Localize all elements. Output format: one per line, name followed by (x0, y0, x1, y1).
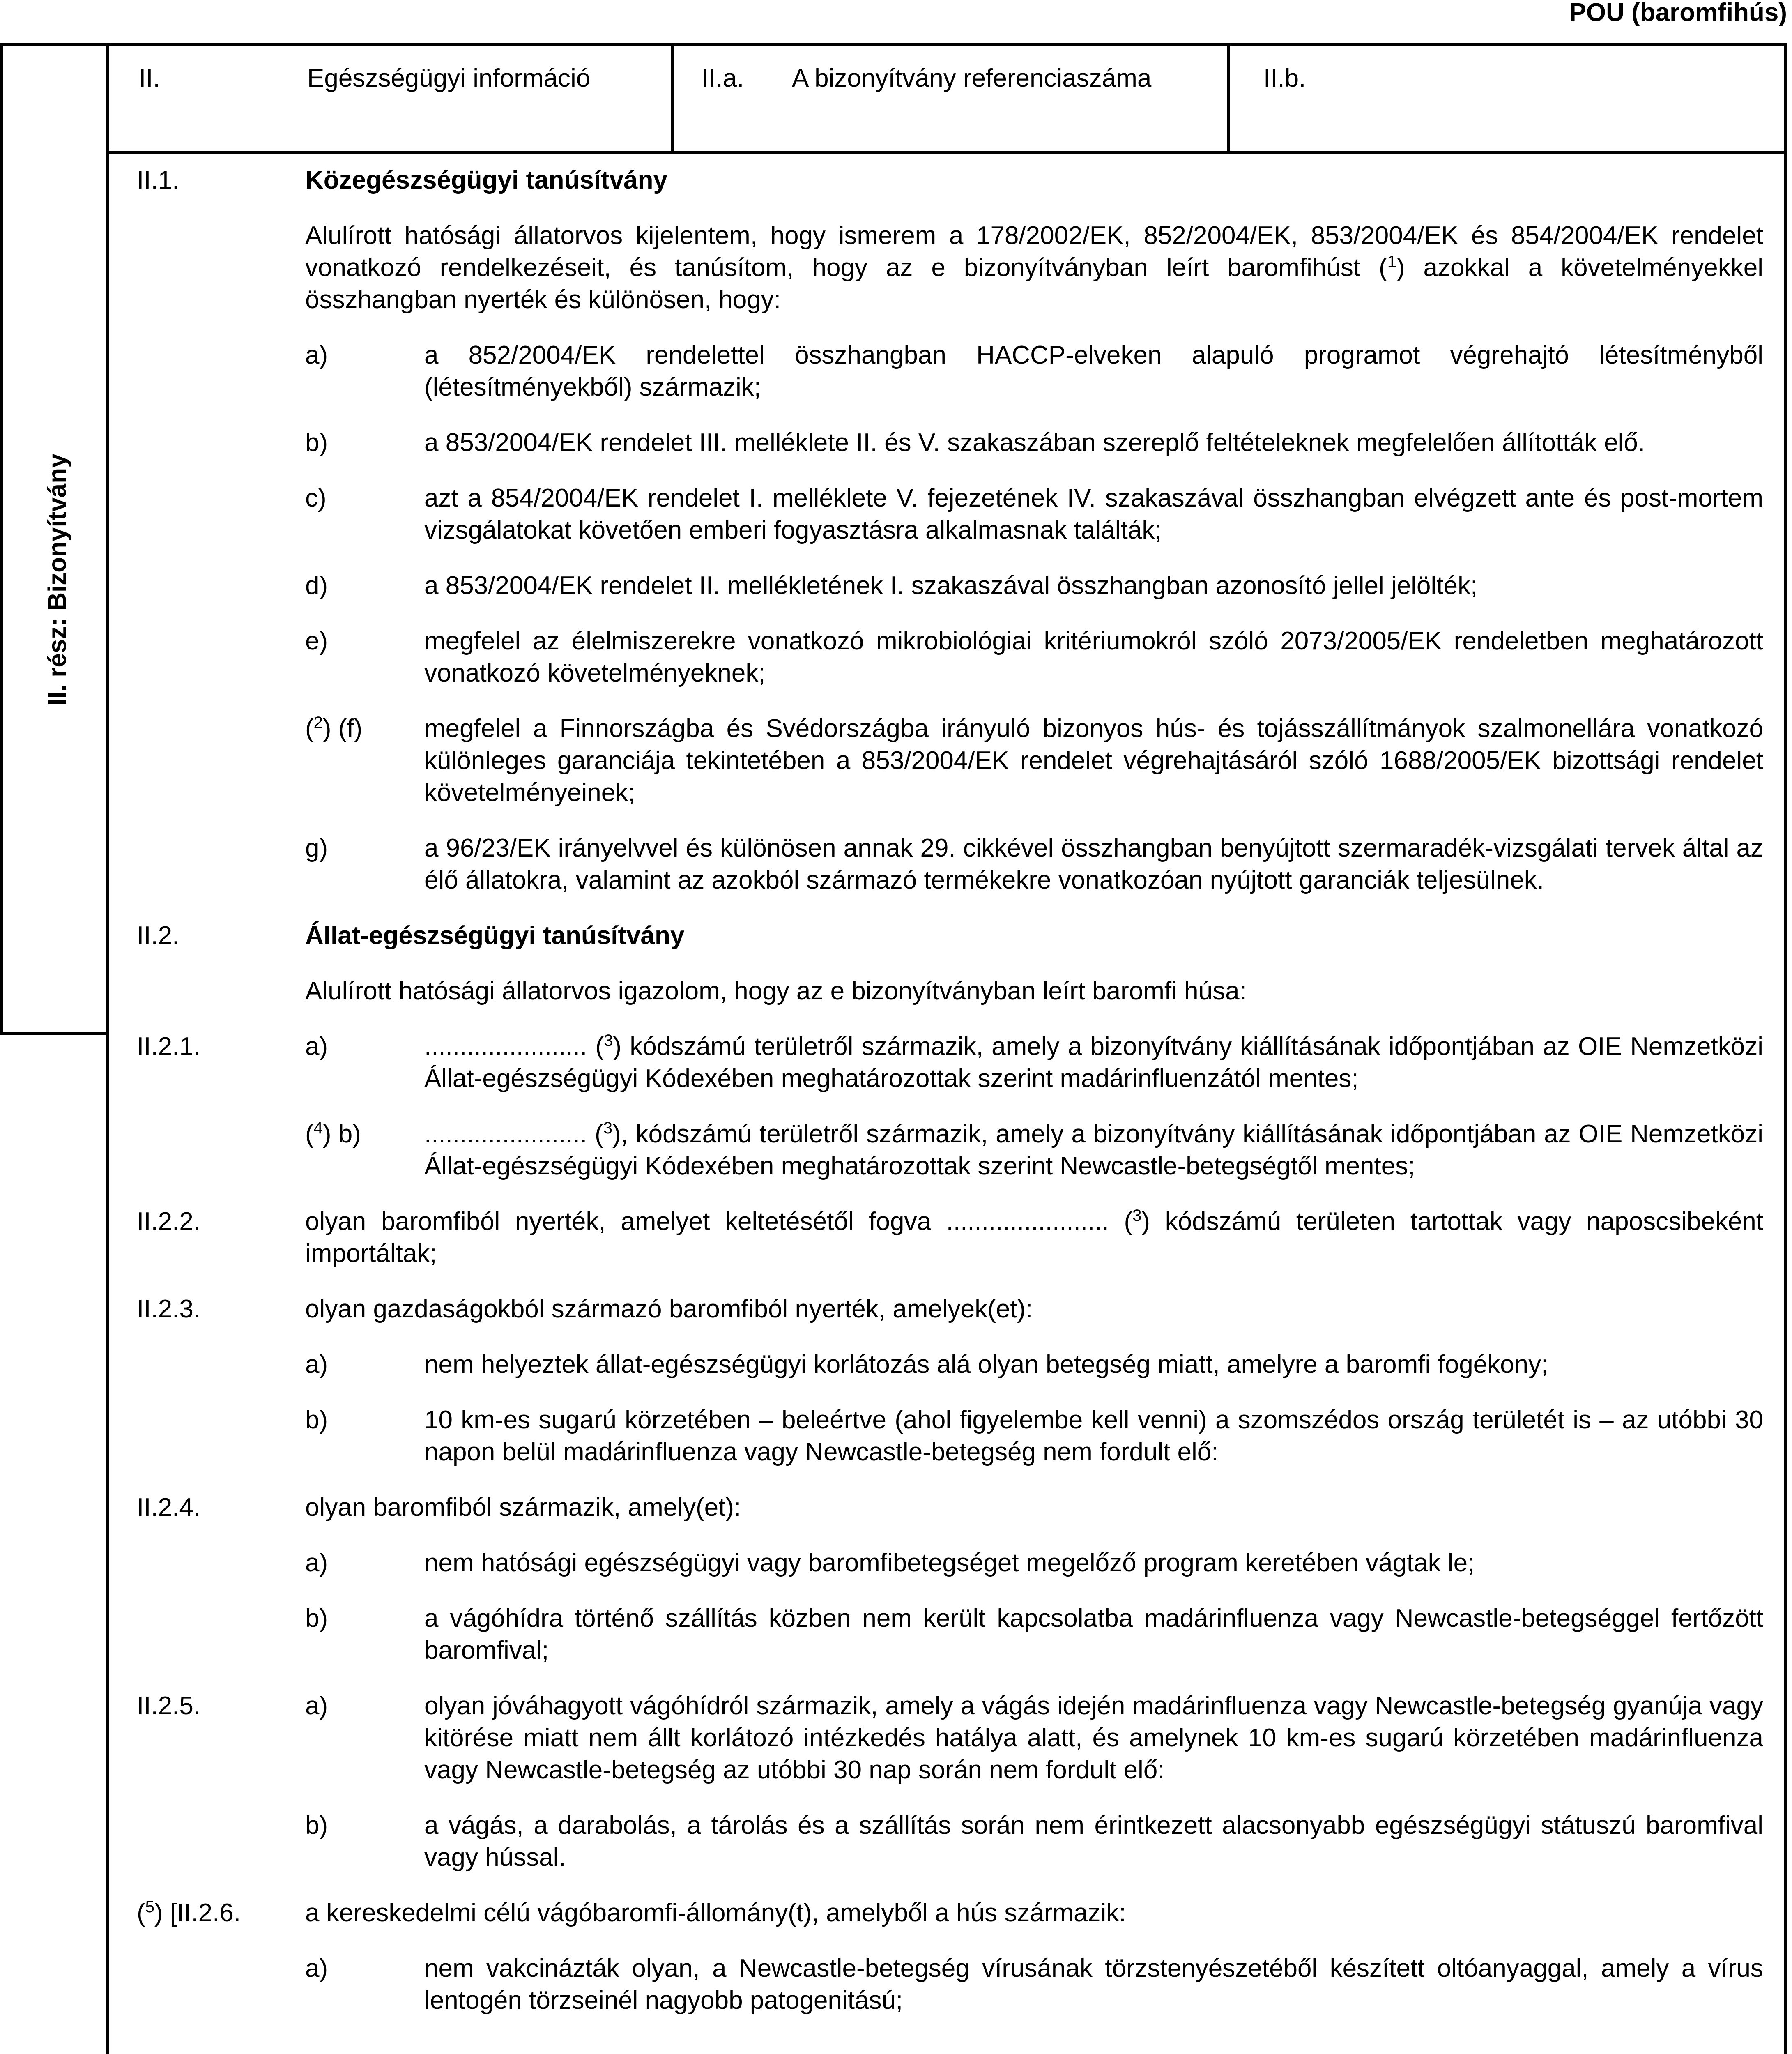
header-cell-info (139, 43, 706, 151)
header-num-iia: II.a. (702, 64, 744, 92)
clause-ref: II.2.1. (137, 1032, 201, 1061)
header-reference-label: A bizonyítvány referenciaszáma (792, 64, 1152, 92)
footnote-marker: 3 (1132, 1207, 1142, 1225)
footnote-marker: 1 (1387, 253, 1396, 271)
list-item (305, 1349, 1763, 1381)
section-heading (137, 164, 1763, 196)
item-text: a 852/2004/EK rendelettel összhangban HACCP-elveken alapuló programot végrehajtó létesítményből (létesítményekből) származik; (424, 341, 1763, 401)
header-divider (671, 43, 674, 151)
footnote-marker: 3 (604, 1032, 613, 1050)
item-text: a 853/2004/EK rendelet III. melléklete II. és V. szakaszában szereplő feltételeknek megfelelően állították elő. (424, 428, 1645, 457)
item-label: c) (305, 484, 327, 512)
list-item (305, 339, 1763, 403)
footnote-marker: 3 (603, 1119, 612, 1137)
list-item (305, 713, 1763, 809)
item-text: megfelel a Finnországba és Svédországba irányuló bizonyos hús- és tojásszállítmányok szalmonellára vonatkozó különleges garanciája tekintetében a 853/2004/EK rendelet végrehajtásáról szóló 1688/2005/EK bizottsági rendelet követelményeinek; (424, 714, 1763, 807)
item-label: a) (305, 1032, 328, 1061)
section-title: Közegészségügyi tanúsítvány (305, 166, 668, 194)
section-title: Állat-egészségügyi tanúsítvány (305, 921, 685, 950)
clause-ref: II.2.4. (137, 1493, 201, 1522)
list-item (305, 482, 1763, 546)
item-label: e) (305, 627, 328, 655)
item-label: b) (305, 1406, 328, 1434)
item-label: a) (305, 341, 328, 369)
item-text: nem hatósági egészségügyi vagy baromfibetegséget megelőző program keretében vágtak le; (424, 1549, 1475, 1577)
item-label: a) (305, 1350, 328, 1379)
list-item (305, 570, 1763, 602)
certificate-body (137, 164, 1763, 2040)
item-text: ....................... ($^3$) kódszámú területről származik, amely a bizonyítvány kiállításának időpontjában az OIE Nemzetközi Állat-egészségügyi Kódexében meghatározottak szerint madárinfluenzától mentes; (424, 1032, 1763, 1093)
header-cell-reference (702, 43, 1318, 151)
numbered-clause (137, 1206, 1763, 1270)
item-text: nem helyeztek állat-egészségügyi korlátozás alá olyan betegség miatt, amelyre a baromfi fogékony; (424, 1350, 1548, 1379)
side-label-box (0, 43, 109, 1035)
item-text: a 96/23/EK irányelvvel és különösen annak 29. cikkével összhangban benyújtott szermaradék-vizsgálati tervek által az élő állatokra, valamint az azokból származó termékekre vonatkozóan nyújtott garanciák teljesülnek. (424, 834, 1763, 894)
list-item (305, 1603, 1763, 1667)
list-item (305, 427, 1763, 459)
item-text: a vágóhídra történő szállítás közben nem került kapcsolatba madárinfluenza vagy Newcastle-betegséggel fertőzött baromfival; (424, 1604, 1763, 1665)
header-num-ii: II. (139, 64, 160, 92)
clause-ref: II.2.3. (137, 1295, 201, 1323)
numbered-clause (137, 1492, 1763, 1524)
list-item (305, 1118, 1763, 1182)
item-label: b) (305, 1811, 328, 1840)
clause-text: olyan baromfiból nyerték, amelyet keltetésétől fogva ....................... ($^3$) kódszámú területen tartottak vagy naposcsibeként importáltak; (305, 1207, 1764, 1268)
list-item (305, 625, 1763, 689)
item-text: olyan jóváhagyott vágóhídról származik, amely a vágás idején madárinfluenza vagy Newcastle-betegség gyanúja vagy kitörése miatt nem állt korlátozó intézkedés hatálya alatt, és amelynek 10 km-es sugarú körzetében madárinfluenza vagy Newcastle-betegség az utóbbi 30 nap során nem fordult elő: (424, 1692, 1763, 1784)
section-ref: II.2. (137, 921, 179, 950)
footnote-marker: 5 (145, 1898, 154, 1916)
paragraph (137, 220, 1763, 316)
numbered-clause (137, 1031, 1763, 1095)
list-item (305, 1547, 1763, 1579)
footnote-marker: 2 (313, 714, 323, 732)
header-num-iib: II.b. (1263, 64, 1306, 92)
paragraph-text: Alulírott hatósági állatorvos igazolom, hogy az e bizonyítványban leírt baromfi húsa: (305, 977, 1247, 1005)
item-label: ($^2$) (f) (305, 714, 363, 743)
item-label: a) (305, 1549, 328, 1577)
list-item (305, 1953, 1763, 2017)
item-text: nem vakcinázták olyan, a Newcastle-betegség vírusának törzstenyészetéből készített oltóanyaggal, amely a vírus lentogén törzseinél nagyobb patogenitású; (424, 1954, 1763, 2015)
header-row (106, 43, 1787, 154)
item-text: ....................... ($^3$), kódszámú területről származik, amely a bizonyítvány kiállításának időpontjában az OIE Nemzetközi Állat-egészségügyi Kódexében meghatározottak szerint Newcastle-betegségtől mentes; (424, 1119, 1764, 1180)
list-item (305, 1404, 1763, 1468)
document-tag: POU (baromfihús) (1569, 0, 1787, 27)
item-text: megfelel az élelmiszerekre vonatkozó mikrobiológiai kritériumokról szóló 2073/2005/EK rendeletben meghatározott vonatkozó követelményeknek; (424, 627, 1763, 687)
clause-text: a kereskedelmi célú vágóbaromfi-állomány(t), amelyből a hús származik: (305, 1899, 1126, 1927)
header-divider (1227, 43, 1230, 151)
item-label: a) (305, 1954, 328, 1983)
item-text: a vágás, a darabolás, a tárolás és a szállítás során nem érintkezett alacsonyabb egészségügyi státuszú baromfival vagy hússal. (424, 1811, 1763, 1872)
numbered-clause (137, 1897, 1763, 1929)
clause-ref: II.2.2. (137, 1207, 201, 1236)
item-label: ($^4$) b) (305, 1119, 361, 1148)
item-label: b) (305, 428, 328, 457)
clause-ref: II.2.5. (137, 1692, 201, 1720)
numbered-clause (137, 1293, 1763, 1325)
clause-text: olyan gazdaságokból származó baromfiból nyerték, amelyek(et): (305, 1295, 1033, 1323)
item-text: a 853/2004/EK rendelet II. mellékletének I. szakaszával összhangban azonosító jellel jelölték; (424, 571, 1478, 600)
item-label: g) (305, 834, 328, 862)
item-label: a) (305, 1692, 328, 1720)
numbered-clause (137, 1690, 1763, 1786)
list-item (305, 832, 1763, 896)
item-text: azt a 854/2004/EK rendelet I. melléklete V. fejezetének IV. szakaszával összhangban elvégzett ante és post-mortem vizsgálatokat követően emberi fogyasztásra alkalmasnak találták; (424, 484, 1763, 544)
paragraph-text: Alulírott hatósági állatorvos kijelentem, hogy ismerem a 178/2002/EK, 852/2004/EK, 853/2004/EK és 854/2004/EK rendelet vonatkozó rendelkezéseit, és tanúsítom, hogy az e bizonyítványban leírt baromfihúst ($^1$) azokkal a követelményekkel összhangban nyerték és különösen, hogy: (305, 221, 1763, 314)
footnote-marker: 4 (313, 1119, 323, 1137)
item-label: d) (305, 571, 328, 600)
clause-ref: ($^5$) [II.2.6. (137, 1898, 241, 1927)
clause-text: olyan baromfiból származik, amely(et): (305, 1493, 741, 1522)
side-label: II. rész: Bizonyítvány (43, 454, 72, 706)
section-heading (137, 920, 1763, 952)
item-text: 10 km-es sugarú körzetében – beleértve (ahol figyelembe kell venni) a szomszédos ország területét is – az utóbbi 30 napon belül madárinfluenza vagy Newcastle-betegség nem fordult elő: (424, 1406, 1763, 1466)
header-cell-iib (1263, 43, 1756, 151)
paragraph (137, 975, 1763, 1007)
list-item (305, 1810, 1763, 1874)
section-ref: II.1. (137, 166, 179, 194)
item-label: b) (305, 1604, 328, 1633)
header-info-label: Egészségügyi információ (307, 64, 591, 92)
